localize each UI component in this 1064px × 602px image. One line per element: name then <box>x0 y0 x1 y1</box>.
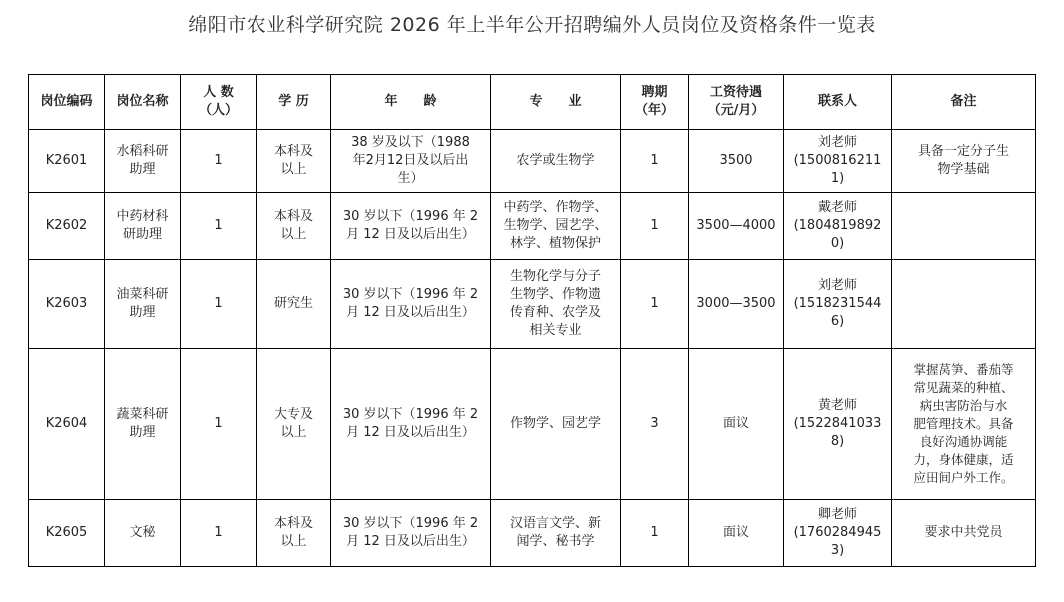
cell-count: 1 <box>181 130 257 193</box>
cell-major: 农学或生物学 <box>491 130 621 193</box>
cell-name: 油菜科研 助理 <box>105 260 181 349</box>
cell-contact: 刘老师 (15008162111) <box>784 130 892 193</box>
header-contact: 联系人 <box>784 75 892 130</box>
cell-salary: 3000—3500 <box>689 260 784 349</box>
cell-name: 蔬菜科研 助理 <box>105 349 181 500</box>
cell-age: 30 岁以下（1996 年 2 月 12 日及以后出生） <box>331 193 491 260</box>
cell-remark: 具备一定分子生 物学基础 <box>892 130 1036 193</box>
cell-remark: 要求中共党员 <box>892 500 1036 567</box>
cell-age: 30 岁以下（1996 年 2 月 12 日及以后出生） <box>331 260 491 349</box>
cell-code: K2604 <box>29 349 105 500</box>
header-code: 岗位编码 <box>29 75 105 130</box>
cell-term: 1 <box>621 193 689 260</box>
header-salary: 工资待遇 （元/月） <box>689 75 784 130</box>
cell-name: 文秘 <box>105 500 181 567</box>
header-remark: 备注 <box>892 75 1036 130</box>
positions-table <box>28 74 1036 567</box>
header-count: 人 数 （人） <box>181 75 257 130</box>
cell-count: 1 <box>181 500 257 567</box>
cell-count: 1 <box>181 193 257 260</box>
document-title: 绵阳市农业科学研究院 2026 年上半年公开招聘编外人员岗位及资格条件一览表 <box>188 14 876 36</box>
cell-term: 1 <box>621 130 689 193</box>
cell-count: 1 <box>181 349 257 500</box>
cell-contact: 黄老师 (15228410338) <box>784 349 892 500</box>
cell-age: 30 岁以下（1996 年 2 月 12 日及以后出生） <box>331 500 491 567</box>
cell-age: 30 岁以下（1996 年 2 月 12 日及以后出生） <box>331 349 491 500</box>
header-term: 聘期 （年） <box>621 75 689 130</box>
cell-age: 38 岁及以下（1988 年2月12日及以后出 生） <box>331 130 491 193</box>
cell-term: 1 <box>621 260 689 349</box>
cell-code: K2601 <box>29 130 105 193</box>
cell-contact: 刘老师 (15182315446) <box>784 260 892 349</box>
cell-education: 大专及 以上 <box>257 349 331 500</box>
header-major: 专 业 <box>491 75 621 130</box>
cell-education: 本科及 以上 <box>257 193 331 260</box>
cell-count: 1 <box>181 260 257 349</box>
header-age: 年 龄 <box>331 75 491 130</box>
cell-code: K2603 <box>29 260 105 349</box>
cell-code: K2605 <box>29 500 105 567</box>
cell-major: 中药学、作物学、 生物学、园艺学、 林学、植物保护 <box>491 193 621 260</box>
cell-remark: 掌握莴笋、番茄等 常见蔬菜的种植、 病虫害防治与水 肥管理技术。具备 良好沟通协调能 力，身体健康，适 应田间户外工作。 <box>892 349 1036 500</box>
cell-education: 研究生 <box>257 260 331 349</box>
cell-major: 作物学、园艺学 <box>491 349 621 500</box>
cell-name: 中药材科 研助理 <box>105 193 181 260</box>
table-header-row <box>29 75 1036 130</box>
header-education: 学 历 <box>257 75 331 130</box>
table-row <box>29 130 1036 193</box>
table-row <box>29 349 1036 500</box>
cell-salary: 面议 <box>689 500 784 567</box>
cell-name: 水稻科研 助理 <box>105 130 181 193</box>
header-name: 岗位名称 <box>105 75 181 130</box>
cell-major: 汉语言文学、新 闻学、秘书学 <box>491 500 621 567</box>
cell-salary: 3500 <box>689 130 784 193</box>
cell-term: 3 <box>621 349 689 500</box>
cell-education: 本科及 以上 <box>257 500 331 567</box>
table-row <box>29 500 1036 567</box>
cell-remark <box>892 193 1036 260</box>
table-row <box>29 260 1036 349</box>
cell-salary: 3500—4000 <box>689 193 784 260</box>
cell-education: 本科及 以上 <box>257 130 331 193</box>
cell-remark <box>892 260 1036 349</box>
cell-term: 1 <box>621 500 689 567</box>
cell-code: K2602 <box>29 193 105 260</box>
cell-contact: 戴老师 (18048198920) <box>784 193 892 260</box>
cell-contact: 卿老师 (17602849453) <box>784 500 892 567</box>
cell-salary: 面议 <box>689 349 784 500</box>
cell-major: 生物化学与分子 生物学、作物遗 传育种、农学及 相关专业 <box>491 260 621 349</box>
table-row <box>29 193 1036 260</box>
